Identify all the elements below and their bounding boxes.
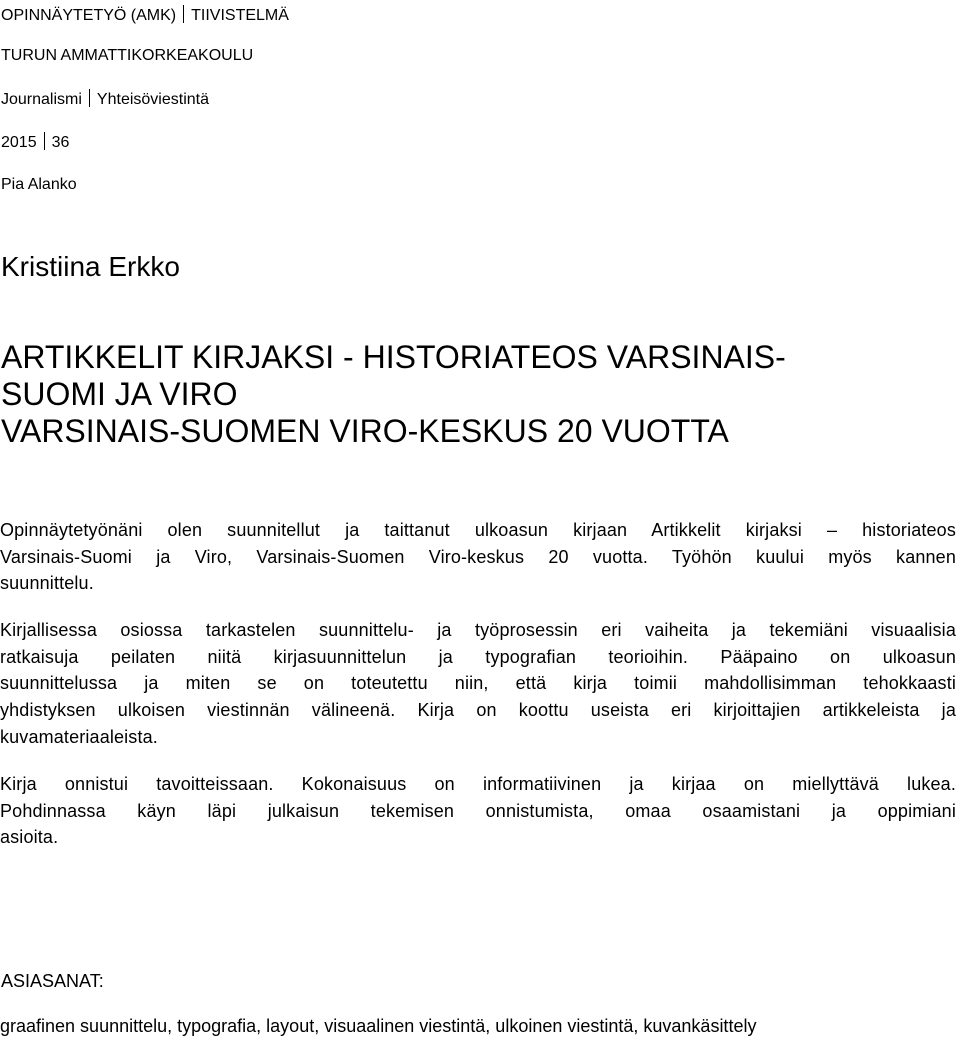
thesis-title xyxy=(1,339,951,450)
abstract-paragraph-2 xyxy=(0,617,956,751)
keywords-heading: ASIASANAT: xyxy=(1,971,104,991)
title-line: SUOMI JA VIRO xyxy=(1,376,238,412)
degree-programme xyxy=(1,89,209,110)
year-and-pages xyxy=(1,132,69,153)
abstract-paragraph-1 xyxy=(0,517,956,597)
text-line: Kirjallisessa osiossa tarkastelen suunnittelu- ja työprosessin eri vaiheita ja tekemiäni visuaalisia xyxy=(0,620,956,640)
author-name: Kristiina Erkko xyxy=(1,251,180,282)
abstract-paragraph-3 xyxy=(0,771,956,851)
title-line: ARTIKKELIT KIRJAKSI - HISTORIATEOS VARSINAIS- xyxy=(1,339,786,375)
text-line: Varsinais-Suomi ja Viro, Varsinais-Suomen Viro-keskus 20 vuotta. Työhön kuului myös kannen xyxy=(0,546,956,567)
text-line: yhdistyksen ulkoisen viestinnän välineenä. Kirja on koottu useista eri kirjoittajien artikkeleista ja xyxy=(0,700,956,721)
text-line: kuvamateriaaleista. xyxy=(0,726,158,747)
title-line: VARSINAIS-SUOMEN VIRO-KESKUS 20 VUOTTA xyxy=(1,413,729,449)
year-value: 2015 xyxy=(1,134,37,151)
programme-label: Journalismi xyxy=(1,91,82,108)
school-name: TURUN AMMATTIKORKEAKOULU xyxy=(1,47,254,64)
separator-rule xyxy=(183,5,184,23)
abstract-label: TIIVISTELMÄ xyxy=(191,7,289,24)
supervisor-name: Pia Alanko xyxy=(1,176,77,193)
text-line: suunnittelussa ja miten se on toteutettu niin, että kirja toimii mahdollisimman tehokkaasti xyxy=(0,673,956,694)
text-line: ratkaisuja peilaten niitä kirjasuunnittelun ja typografian teorioihin. Pääpaino on ulkoasun xyxy=(0,646,956,667)
text-line: Pohdinnassa käyn läpi julkaisun tekemisen onnistumista, omaa osaamistani ja oppimiani xyxy=(0,800,956,821)
text-line: Opinnäytetyönäni olen suunnitellut ja taittanut ulkoasun kirjaan Artikkelit kirjaksi – historiateos xyxy=(0,520,956,540)
text-line: asioita. xyxy=(0,827,59,848)
document-type xyxy=(1,5,289,26)
document-type-label: OPINNÄYTETYÖ (AMK) xyxy=(1,7,177,24)
separator-rule xyxy=(44,132,45,150)
text-line: Kirja onnistui tavoitteissaan. Kokonaisuus on informatiivinen ja kirjaa on miellyttävä lukea. xyxy=(0,774,956,794)
specialisation-label: Yhteisöviestintä xyxy=(96,91,209,108)
page-count-value: 36 xyxy=(51,134,70,151)
separator-rule xyxy=(89,89,90,107)
keywords-list: graafinen suunnittelu, typografia, layout, visuaalinen viestintä, ulkoinen viestintä, kuvankäsittely xyxy=(0,1016,757,1036)
text-line: suunnittelu. xyxy=(0,573,94,594)
